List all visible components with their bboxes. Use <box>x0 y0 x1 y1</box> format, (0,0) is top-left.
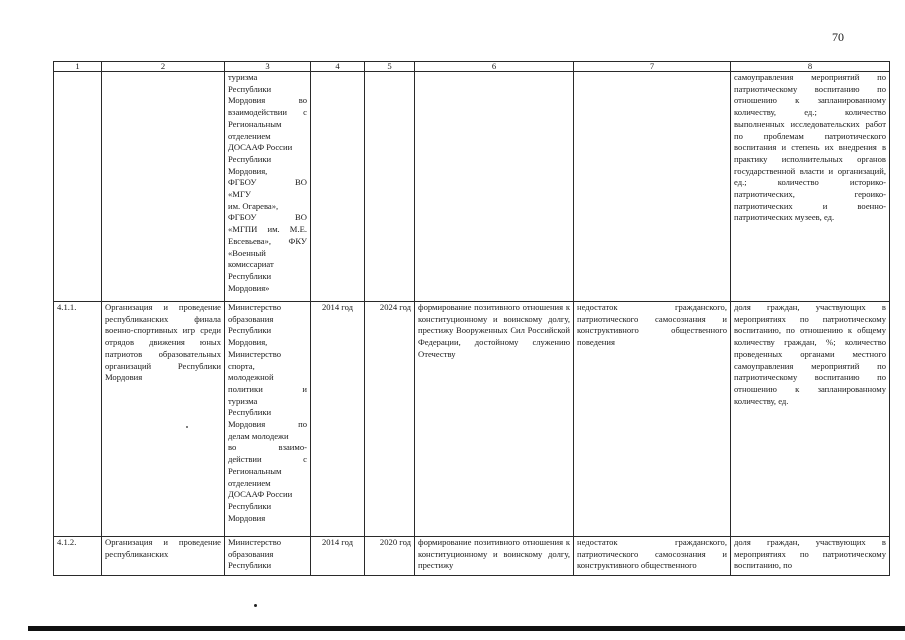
executor-line: образования <box>228 548 274 559</box>
scan-border-bottom <box>28 626 905 631</box>
cell-end-year: 2024 год <box>365 302 415 537</box>
executor-line: молодежной <box>228 372 274 383</box>
cell-event: Организация и проведение республиканских <box>102 537 225 576</box>
cell-result: формирование позитивного отношения к конституционному и воинскому долгу, престижу Вооруженных Сил Российской Федерации, достойному служению Отечеству <box>415 302 574 537</box>
executor-line: Министерство <box>228 302 281 312</box>
header-col-1: 1 <box>54 62 102 72</box>
executor-line: Региональным <box>228 118 282 129</box>
cell-consequences: недостаток гражданского, патриотического самосознания и конструктивного общественного поведения <box>574 302 731 537</box>
executor-line: Республики <box>228 500 272 511</box>
executor-line: политики и <box>228 383 307 394</box>
program-table <box>53 61 890 576</box>
executor-line: Мордовия <box>228 512 266 523</box>
cell-event <box>102 72 225 302</box>
cell-end-year <box>365 72 415 302</box>
scan-speck <box>186 426 188 428</box>
executor-line: Республики <box>228 325 272 336</box>
header-col-5: 5 <box>365 62 415 72</box>
cell-start-year <box>311 72 365 302</box>
executor-line: Мордовия по <box>228 419 307 430</box>
executor-line: Республики <box>228 153 272 164</box>
cell-number: 4.1.2. <box>54 537 102 576</box>
executor-line: Республики <box>228 560 272 571</box>
scan-speck <box>254 604 257 607</box>
executor-line: туризма <box>228 395 258 406</box>
executor-line: Мордовия во <box>228 95 307 106</box>
executor-line: взаимодействии с <box>228 107 307 118</box>
header-col-4: 4 <box>311 62 365 72</box>
table-row <box>54 537 890 576</box>
cell-indicators: самоуправления мероприятий по патриотическому воспитанию по отношению к запланированному количеству, ед.; количество выполненных исследовательских работ по проблемам патриотического воспитания и степень их внедрения в практику исполнительных органов государственной власти и организаций, ед.; количество историко-патриотических, героико-патриотических и военно-патриотических музеев, ед. <box>731 72 890 302</box>
cell-start-year: 2014 год <box>311 537 365 576</box>
executor-line: Мордовия» <box>228 282 270 293</box>
executor-line: отделением <box>228 130 271 141</box>
executor-line: ДОСААФ России <box>228 142 293 153</box>
executor-line: ФГБОУ ВО <box>228 212 307 223</box>
executor-line: отделением <box>228 477 271 488</box>
executor-line: Евсевьева», ФКУ <box>228 235 307 246</box>
cell-executor <box>225 302 311 537</box>
cell-executor <box>225 72 311 302</box>
executor-line: действии с <box>228 454 307 465</box>
cell-event: Организация и проведение республиканских финала военно-спортивных игр среди отрядов движения юных патриотов образовательных организаций Республики Мордовия <box>102 302 225 537</box>
executor-line: Мордовия, <box>228 337 268 348</box>
header-col-8: 8 <box>731 62 890 72</box>
header-col-2: 2 <box>102 62 225 72</box>
executor-line: «МГУ <box>228 189 251 200</box>
cell-executor <box>225 537 311 576</box>
executor-line: комиссариат <box>228 259 274 270</box>
cell-result: формирование позитивного отношения к конституционному и воинскому долгу, престижу <box>415 537 574 576</box>
executor-line: Министерство <box>228 348 281 359</box>
cell-indicators: доля граждан, участвующих в мероприятиях по патриотическому воспитанию, по отношению к общему количеству граждан, %; количество проведенных органами местного самоуправления мероприятий по патриотическому воспитанию по отношению к запланированному количеству, ед. <box>731 302 890 537</box>
cell-consequences: недостаток гражданского, патриотического самосознания и конструктивного общественного <box>574 537 731 576</box>
cell-start-year: 2014 год <box>311 302 365 537</box>
executor-line: ДОСААФ России <box>228 489 293 500</box>
executor-line: «МГПИ им. М.Е. <box>228 224 307 235</box>
executor-line: им. Огарева», <box>228 200 279 211</box>
executor-line: Республики <box>228 270 272 281</box>
executor-line: Министерство <box>228 537 281 547</box>
header-col-7: 7 <box>574 62 731 72</box>
cell-number <box>54 72 102 302</box>
table-row <box>54 302 890 537</box>
table-row <box>54 72 890 302</box>
executor-line: «Военный <box>228 247 266 258</box>
executor-line: туризма <box>228 72 258 82</box>
cell-consequences <box>574 72 731 302</box>
page-number: 70 <box>832 30 844 44</box>
cell-number: 4.1.1. <box>54 302 102 537</box>
executor-line: Региональным <box>228 465 282 476</box>
cell-end-year: 2020 год <box>365 537 415 576</box>
executor-line: во взаимо- <box>228 442 307 453</box>
executor-line: Республики <box>228 83 272 94</box>
executor-line: делам молодежи <box>228 430 289 441</box>
header-col-3: 3 <box>225 62 311 72</box>
executor-line: Мордовия, <box>228 165 268 176</box>
scan-edge <box>22 0 25 640</box>
executor-line: спорта, <box>228 360 255 371</box>
executor-line: ФГБОУ ВО <box>228 177 307 188</box>
cell-result <box>415 72 574 302</box>
executor-line: Республики <box>228 407 272 418</box>
executor-line: образования <box>228 313 274 324</box>
header-row <box>54 62 890 72</box>
header-col-6: 6 <box>415 62 574 72</box>
cell-indicators: доля граждан, участвующих в мероприятиях по патриотическому воспитанию, по <box>731 537 890 576</box>
